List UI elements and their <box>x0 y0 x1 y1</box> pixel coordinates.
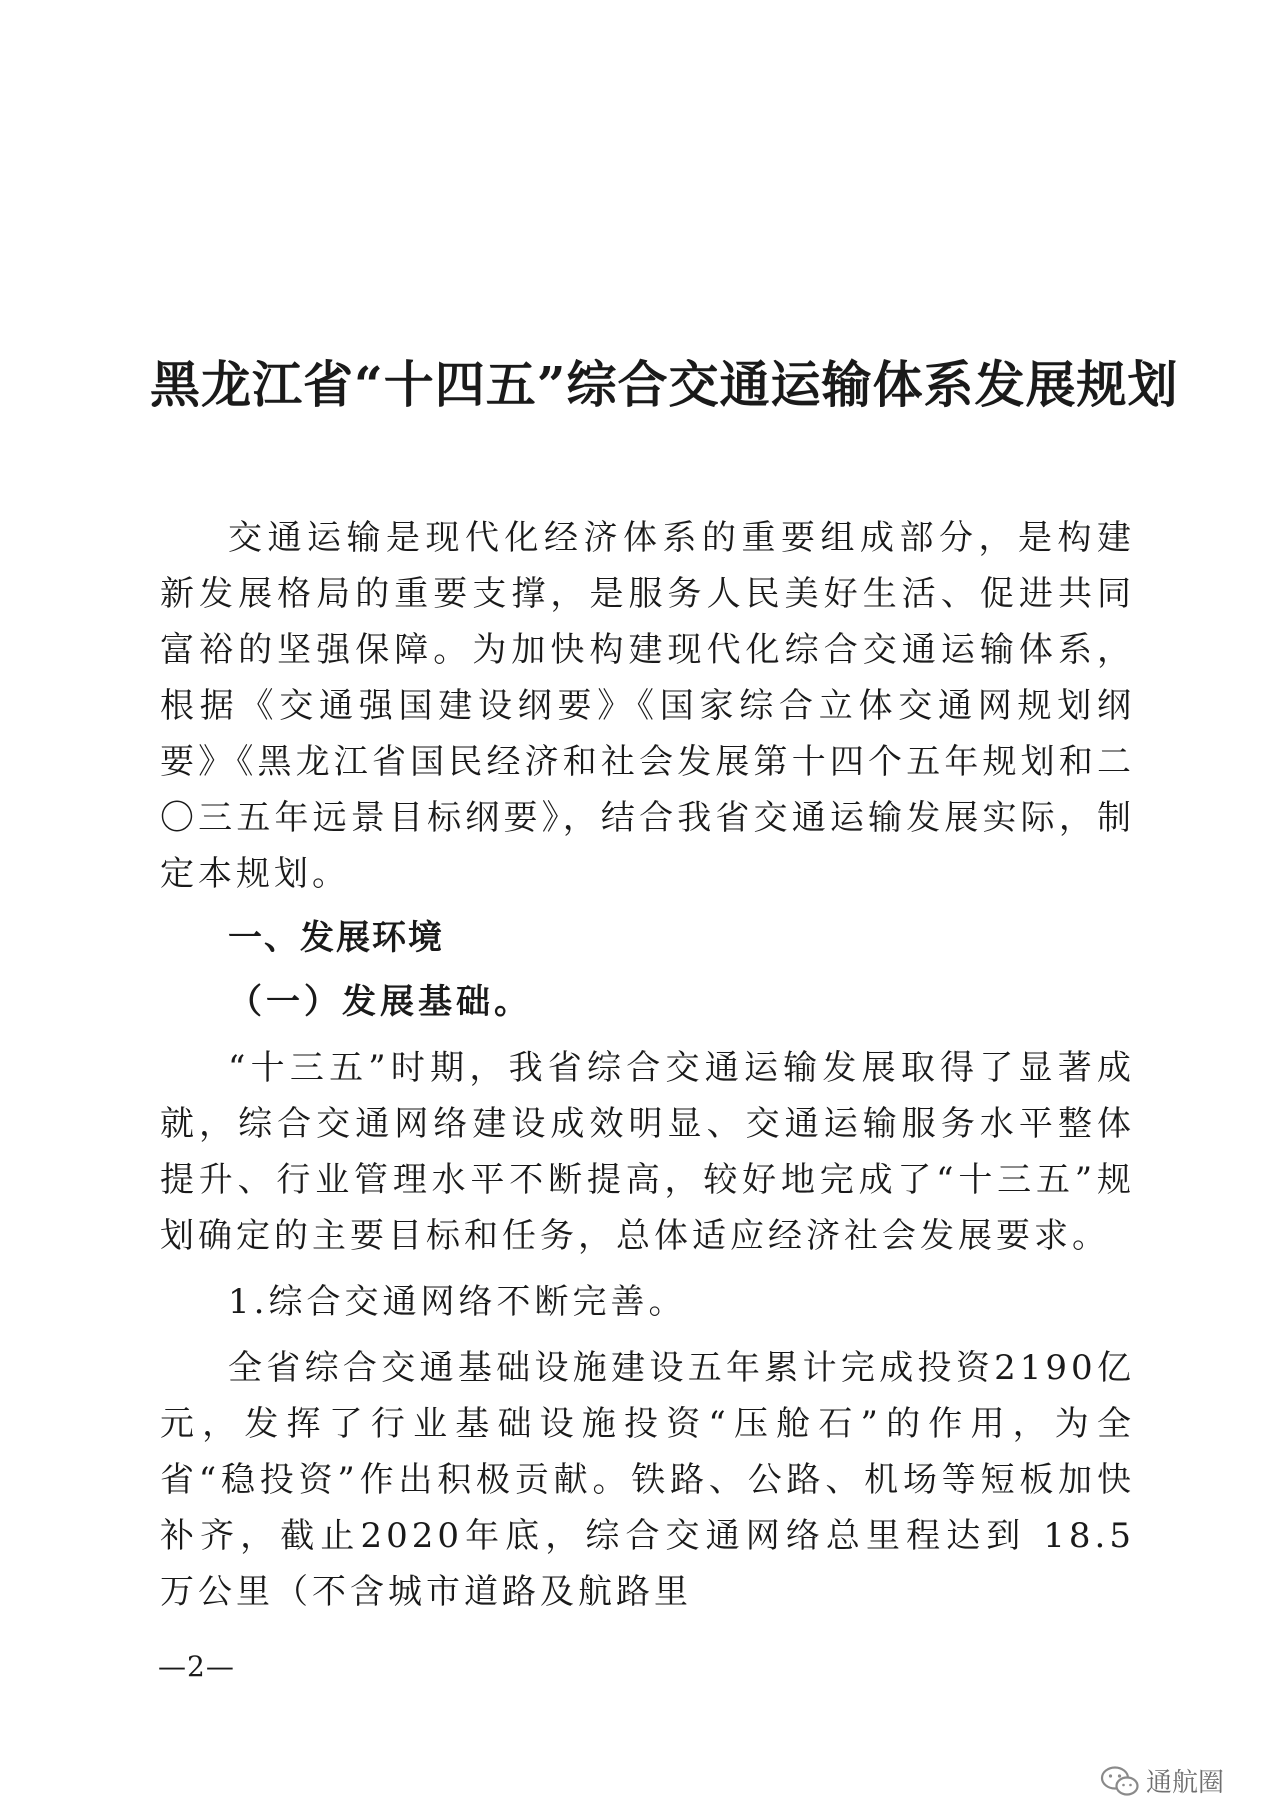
item-heading: 1.综合交通网络不断完善。 <box>228 1282 687 1322</box>
subsection-heading: （一）发展基础。 <box>228 982 532 1022</box>
page-number: —2— <box>158 1650 235 1683</box>
achievements-paragraph: “十三五”时期，我省综合交通运输发展取得了显著成就，综合交通网络建设成效明显、交通运输服务水平整体提升、行业管理水平不断提高，较好地完成了“十三五”规划确定的主要目标和任务，总体适应经济社会发展要求。 <box>160 1048 1135 1256</box>
watermark-text: 通航圈 <box>1146 1768 1225 1798</box>
watermark <box>1100 1762 1224 1799</box>
document-title: 黑龙江省“十四五”综合交通运输体系发展规划 <box>150 355 1179 414</box>
document-body <box>160 510 1135 1620</box>
section-heading: 一、发展环境 <box>228 918 444 958</box>
intro-paragraph: 交通运输是现代化经济体系的重要组成部分，是构建新发展格局的重要支撑，是服务人民美好生活、促进共同富裕的坚强保障。为加快构建现代化综合交通运输体系，根据《交通强国建设纲要》《国家综合立体交通网规划纲要》《黑龙江省国民经济和社会发展第十四个五年规划和二〇三五年远景目标纲要》，结合我省交通运输发展实际，制定本规划。 <box>160 518 1135 894</box>
investment-paragraph: 全省综合交通基础设施建设五年累计完成投资2190亿元，发挥了行业基础设施投资“压舱石”的作用，为全省“稳投资”作出积极贡献。铁路、公路、机场等短板加快补齐，截止2020年底，综合交通网络总里程达到 18.5 万公里（不含城市道路及航路里 <box>160 1348 1135 1612</box>
wechat-icon <box>1100 1765 1140 1797</box>
